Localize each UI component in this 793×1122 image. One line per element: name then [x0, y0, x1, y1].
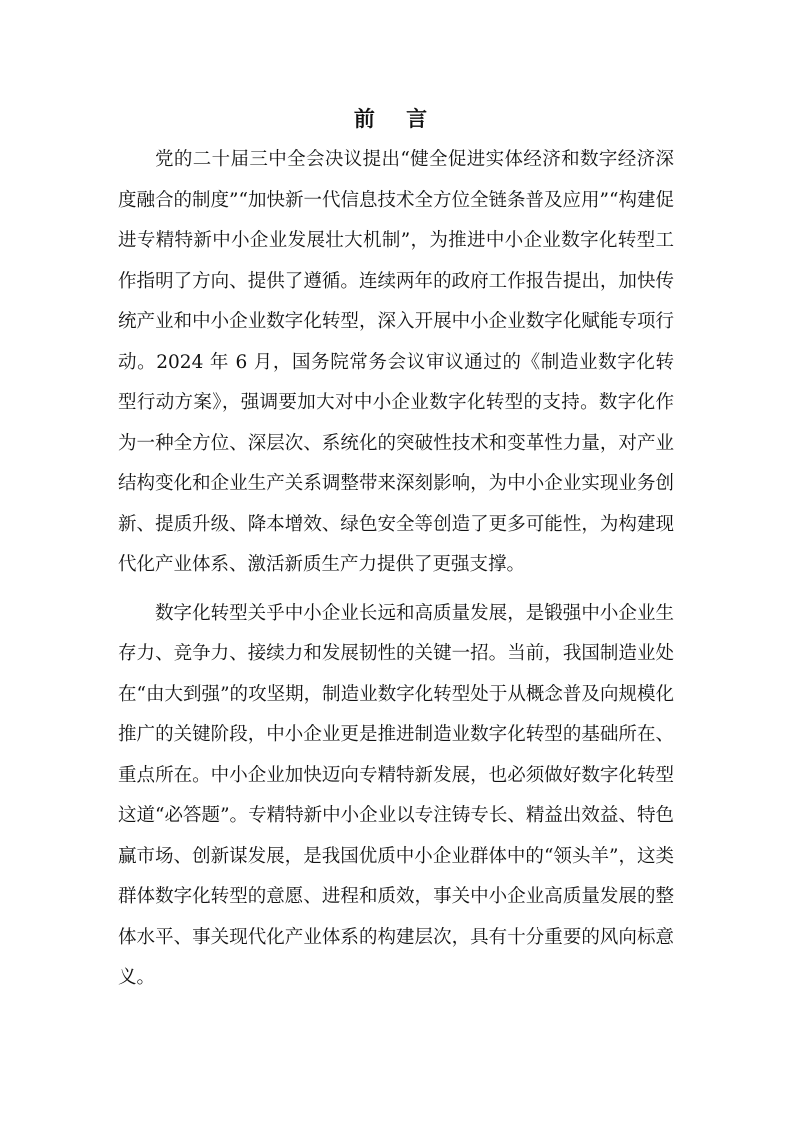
document-body [118, 140, 674, 999]
paragraph-2: 数字化转型关乎中小企业长远和高质量发展，是锻强中小企业生存力、竞争力、接续力和发展韧性的关键一招。当前，我国制造业处在“由大到强”的攻坚期，制造业数字化转型处于从概念普及向规模化推广的关键阶段，中小企业更是推进制造业数字化转型的基础所在、重点所在。中小企业加快迈向专精特新发展，也必须做好数字化转型这道“必答题”。专精特新中小企业以专注铸专长、精益出效益、特色赢市场、创新谋发展，是我国优质中小企业群体中的“领头羊”，这类群体数字化转型的意愿、进程和质效，事关中小企业高质量发展的整体水平、事关现代化产业体系的构建层次，具有十分重要的风向标意义。 [118, 602, 674, 988]
paragraph-1: 党的二十届三中全会决议提出“健全促进实体经济和数字经济深度融合的制度”“加快新一代信息技术全方位全链条普及应用”“构建促进专精特新中小企业发展壮大机制”，为推进中小企业数字化转型工作指明了方向、提供了遵循。连续两年的政府工作报告提出，加快传统产业和中小企业数字化转型，深入开展中小企业数字化赋能专项行动。2024 年 6 月，国务院常务会议审议通过的《制造业数字化转型行动方案》，强调要加大对中小企业数字化转型的支持。数字化作为一种全方位、深层次、系统化的突破性技术和变革性力量，对产业结构变化和企业生产关系调整带来深刻影响，为中小企业实现业务创新、提质升级、降本增效、绿色安全等创造了更多可能性，为构建现代化产业体系、激活新质生产力提供了更强支撑。 [118, 149, 674, 575]
page-title: 前 言 [353, 107, 440, 131]
